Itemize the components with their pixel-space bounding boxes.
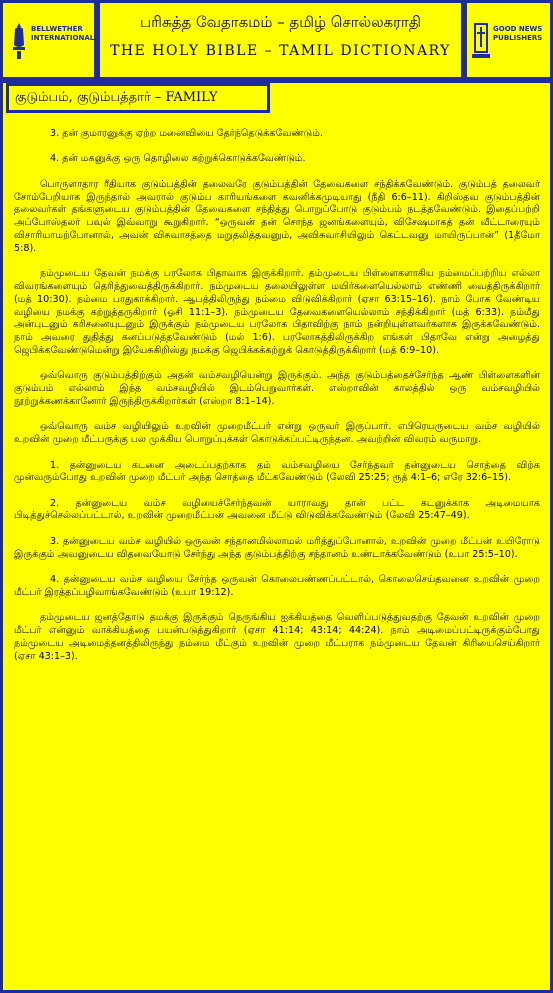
paragraph-10: 4. தன்னுடைய வம்ச வழியை சேர்ந்த ஒருவன் கொலைபண்ணப்பட்டால், கொலைசெய்தவனை உறவின் முறை மீட்பர் இரத்தப்பழிவாங்கவேண்டும் (உபா 19:12). bbox=[14, 574, 540, 598]
paragraph-9: 3. தன்னுடைய வம்ச வழியில் ஒருவன் சந்தானமில்லாமல் மரித்துப்போனால், உறவின் முறை மீட்பன் உயிரோடு இருக்கும் அவனுடைய விதவையோடு சேர்ந்து அந்த குடும்பத்திற்கு சந்தானம் உண்டாக்கவேண்டும் (உபா 25:5–10). bbox=[14, 535, 540, 560]
good-news-logo bbox=[464, 0, 553, 80]
good-news-logo-line1: GOOD NEWS bbox=[493, 25, 543, 33]
good-news-logo-line2: PUBLISHERS bbox=[493, 34, 543, 42]
article-body bbox=[14, 128, 540, 676]
bellwether-logo bbox=[0, 0, 97, 80]
paragraph-5: ஒவ்வொரு குடும்பத்திற்கும் அதன் வம்சவழியென்று இருக்கும். அந்த குடும்பத்தைச்சேர்ந்த ஆண் பிள்ளைகளின் குடும்பம் எல்லாம் இந்த வம்சவழியில் இடம்பெறுவார்கள். எஸ்றாவின் காலத்தில் ஒரு வம்சவழியில் நூற்றுக்கணக்கானோர் இருந்திருக்கிறார்கள் (எஸ்றா 8:1–14). bbox=[14, 370, 540, 407]
paragraph-1: 3. தன் குமாரனுக்கு ஏற்ற மனைவியை தேர்ந்தெடுக்கவேண்டும். bbox=[50, 128, 324, 139]
section-heading: குடும்பம், குடும்பத்தார் – FAMILY bbox=[6, 83, 270, 113]
paragraph-7: 1. தன்னுடைய கடனை அடைப்பதற்காக தம் வம்சவழியை சேர்ந்தவர் தன்னுடைய சொத்தை விற்க முன்வரும்போது உறவின் முறை மீட்பர் அந்த சொத்தை மீட்கவேண்டும் (லேவி 25:25; ரூத் 4:1–6; எரே 32:6–15). bbox=[14, 459, 540, 484]
paragraph-4: நம்முடைய தேவன் நமக்கு பரலோக பிதாவாக இருக்கிறார். தம்முடைய பிள்ளைகளாகிய நம்மைப்பற்றிய எல்லா விவரங்களையும் தெரிந்துவைத்திருக்கிறார். நம்முடைய தலையிலுள்ள மயிர்களையெல்லாம் எண்ணி வைத்திருக்கிறார் (மத் 10:30). நம்மை பாதுகாக்கிறார். ஆபத்திலிருந்து நம்மை விடுவிக்கிறார் (ஏசா 63:15–16). நாம் போக வேண்டிய வழியை நமக்கு கற்றுத்தருகிறார் (ஓசி 11:1–3). நம்முடைய தேவைகளையெல்லாம் சந்திக்கிறார் (மத் 6:33). நம்மீது அன்புடனும் கரிசனையுடனும் இருக்கும் நம்முடைய பரலோக பிதாவிற்கு நாம் நன்றியுள்ளவர்களாக இருக்கவேண்டும். நாம் அவரை துதித்து கனப்படுத்தவேண்டும் (மல் 1:6). பரலோகத்திலிருக்கிற எங்கள் பிதாவே என்று அழைத்து ஜெபிக்கவேண்டுமென்று இயேசுகிறிஸ்து நமக்கு ஜெபிக்கக்கற்றுக் கொடுத்திருக்கிறார் (மத் 6:9–10). bbox=[14, 268, 540, 356]
paragraph-6: ஒவ்வொரு வம்ச வழியிலும் உறவின் முறைமீட்பர் என்று ஒருவர் இருப்பார். எபிரெயருடைய வம்ச வழியில் உறவின் முறை மீட்பருக்கு பல முக்கிய பொறுப்புக்கள் கொடுக்கப்பட்டிருந்தன. அவற்றின் விவரம் வருமாறு. bbox=[14, 421, 540, 446]
bellwether-logo-line2: INTERNATIONAL bbox=[31, 34, 95, 42]
page-header bbox=[97, 0, 464, 80]
paragraph-8: 2. தன்னுடைய வம்ச வழியைச்சேர்ந்தவன் யாராவது தான் பட்ட கடனுக்காக அடிமையாக பிடித்துச்செல்லப்பட்டால், உறவின் முறைமீட்பன் அவனை மீட்டு விடுவிக்கவேண்டும் (லேவி 25:47–49). bbox=[14, 497, 540, 522]
bellwether-logo-line1: BELLWETHER bbox=[31, 25, 83, 33]
tamil-title: பரிசுத்த வேதாகமம் – தமிழ் சொல்லகராதி bbox=[139, 13, 421, 31]
good-news-book-icon bbox=[472, 19, 490, 61]
english-title: THE HOLY BIBLE – TAMIL DICTIONARY bbox=[110, 43, 451, 59]
paragraph-2: 4. தன் மகனுக்கு ஒரு தொழிலை கற்றுக்கொடுக்கவேண்டும். bbox=[50, 153, 306, 165]
bellwether-bell-icon bbox=[11, 21, 27, 61]
paragraph-11: தம்முடைய ஜனத்தோடு தமக்கு இருக்கும் நெருங்கிய ஐக்கியத்தை வெளிப்படுத்துவதற்கு தேவன் உறவின் முறை மீட்பர் என்னும் வாக்கியத்தை பயன்படுத்துகிறார் (ஏசா 41:14; 43:14; 44:24). நாம் அடிமைப்பட்டிருக்கும்போது நம்முடைய அடிமைத்தனத்திலிருந்து நம்மை மீட்கும் உறவின் முறை மீட்பராக நம்முடைய தேவன் கிரியைசெய்கிறார் (ஏசா 43:1–3). bbox=[14, 612, 540, 662]
paragraph-3: பொருளாதார ரீதியாக குடும்பத்தின் தலைவரே குடும்பத்தின் தேவைகளை சந்திக்கவேண்டும். குடும்பத் தலைவர் சோம்பேறியாக இருந்தால் அவரால் குடும்ப காரியங்களை கவனிக்கமுடியாது (நீதி 6:6–11). கிறிஸ்தவ குடும்பத்தின் தலைவர்கள் தங்களுடைய குடும்பத்தின் தேவைகளை சந்தித்து பொறுப்போடு குடும்பம் நடத்தவேண்டும். இதைப்பற்றி அப்போஸ்தலர் பவுல் இவ்வாறு கூறுகிறார். “ஒருவன் தன் சொந்த ஜனங்களையும், விசேஷமாகத் தன் வீட்டாரையும் விசாரியாமற்போனால், அவன் விசுவாசத்தை மறுதலித்தவனும், அவிசுவாசியிலும் கெட்டவனு மாயிருப்பான்” (1தீமோ 5:8). bbox=[14, 178, 540, 254]
